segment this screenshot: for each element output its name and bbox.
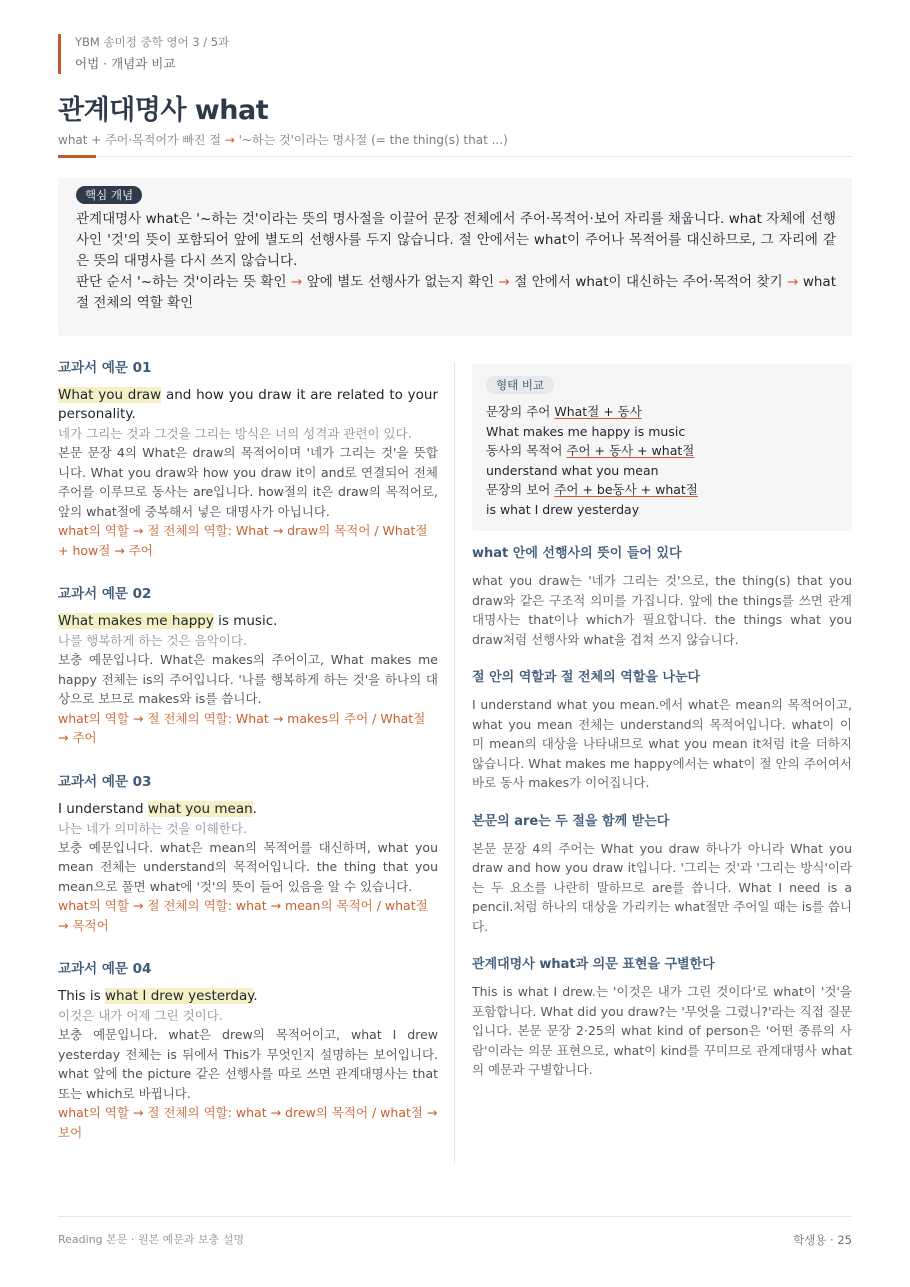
example-translation: 네가 그리는 것과 그것을 그리는 방식은 너의 성격과 관련이 있다. (58, 426, 412, 441)
sentence-post: is music. (213, 613, 278, 629)
title-divider (58, 156, 852, 157)
highlighted-clause: what you mean (147, 800, 253, 817)
arrow-icon: → (498, 274, 510, 290)
comparison-example: understand what you mean (486, 462, 659, 478)
page-title: 관계대명사 what (58, 95, 269, 126)
subtitle-part1: what + 주어·목적어가 빠진 절 (58, 133, 221, 147)
example-explanation: 보충 예문입니다. what은 drew의 목적어이고, what I drew yesterday 전체는 is 뒤에서 This가 무엇인지 설명하는 보어입니다. what 앞에 the picture 같은 선행사를 따로 쓰면 관계대명사는 that 또는 which로 바뀝니다. (58, 1027, 438, 1101)
core-concept-text (76, 209, 836, 314)
arrow-icon: → (290, 274, 303, 290)
arrow-icon: → (787, 274, 799, 290)
header-section: 어법 · 개념과 비교 (75, 56, 176, 71)
example-role: what의 역할 → 절 전체의 역할: What → makes의 주어 / What절 → 주어 (58, 710, 426, 745)
subtitle-part2: '~하는 것'이라는 명사절 (= the thing(s) that ...) (238, 133, 508, 147)
example-explanation: 보충 예문입니다. What은 makes의 주어이고, What makes me happy 전체는 is의 주어입니다. '나를 행복하게 하는 것'을 하나의 대상으로 보므로 makes와 is를 씁니다. (58, 652, 438, 706)
arrow-icon: → (224, 133, 235, 147)
header-book-info: YBM 송미정 중학 영어 3 / 5과 (75, 35, 230, 49)
example-translation: 나를 행복하게 하는 것은 음악이다. (58, 633, 247, 648)
example-role: what의 역할 → 절 전체의 역할: what → mean의 목적어 / what절 → 목적어 (58, 898, 428, 933)
highlighted-clause: what I drew yesterday (104, 988, 254, 1004)
example-heading: 교과서 예문 04 (58, 961, 152, 977)
explanation-column (472, 364, 852, 1080)
examples-column (58, 358, 438, 1166)
comparison-line (486, 441, 838, 461)
core-steps (76, 272, 836, 314)
page-number: 학생용 · 25 (793, 1233, 852, 1247)
form-comparison-tag: 형태 비교 (486, 376, 554, 394)
example-explanation: 본문 문장 4의 What은 draw의 목적어이며 '네가 그리는 것'을 뜻합니다. What you draw와 how you draw it이 and로 연결되어 전체 주어를 이루므로 동사는 are입니다. how절의 it은 draw의 목적어로, 앞의 what절에 중복해서 넣은 대명사가 아닙니다. (58, 445, 438, 519)
comparison-line (486, 480, 838, 500)
highlighted-clause: What makes me happy (58, 613, 214, 629)
core-step: 판단 순서 '~하는 것'이라는 뜻 확인 (76, 274, 287, 290)
example-sentence (58, 612, 438, 631)
section-body: This is what I drew.는 '이것은 내가 그린 것이다'로 what이 '것'을 포함합니다. What did you draw?는 '무엇을 그렸니?'라는 직접 질문입니다. 본문 문장 2·25의 what kind of person은 '어떤 종류의 사람'이라는 의문 표현으로, what이 kind를 꾸미므로 관계대명사 what의 예문과 구별합니다. (472, 984, 852, 1077)
section-heading: 본문의 are는 두 절을 함께 받는다 (472, 813, 670, 829)
example-heading: 교과서 예문 03 (58, 773, 152, 790)
explanation-section (472, 545, 852, 649)
core-step: 앞에 별도 선행사가 없는지 확인 (306, 274, 495, 290)
section-heading: what 안에 선행사의 뜻이 들어 있다 (472, 546, 682, 561)
example-sentence (58, 800, 438, 819)
comparison-formula: What절 + 동사 (554, 404, 642, 419)
example-role: what의 역할 → 절 전체의 역할: What → draw의 목적어 / What절 + how절 → 주어 (58, 523, 428, 558)
comparison-example: What makes me happy is music (486, 423, 686, 439)
example-sentence (58, 386, 438, 424)
sentence-pre: I understand (58, 800, 148, 817)
example-sentence (58, 987, 438, 1006)
section-body: 본문 문장 4의 주어는 What you draw 하나가 아니라 What you draw and how you draw it입니다. '그리는 것'과 '그리는 방식'이라는 두 요소를 나란히 말하므로 are를 씁니다. What I need is a pencil.처럼 하나의 대상을 가리키는 what절만 주어일 때는 is를 씁니다. (472, 840, 852, 934)
comparison-label: 문장의 보어 (486, 482, 555, 497)
column-divider (454, 362, 455, 1164)
sentence-pre: This is (58, 988, 105, 1004)
explanation-section (472, 813, 852, 937)
example-heading: 교과서 예문 01 (58, 360, 152, 376)
example-block (58, 584, 438, 748)
title-accent-bar (58, 155, 96, 158)
example-block (58, 959, 438, 1142)
core-step: what절 전체의 역할 확인 (76, 274, 836, 311)
example-block (58, 358, 438, 560)
example-translation: 나는 네가 의미하는 것을 이해한다. (58, 820, 247, 836)
section-body: what you draw는 '네가 그리는 것'으로, the thing(s) that you draw와 같은 구조적 의미를 가집니다. 앞에 the things를 쓰면 관계대명사는 that이나 which가 필요합니다. the things what you draw처럼 선행사와 what을 겹쳐 쓰지 않습니다. (472, 573, 852, 647)
footer-source: Reading 본문 · 원본 예문과 보충 설명 (58, 1233, 245, 1246)
section-heading: 관계대명사 what과 의문 표현을 구별한다 (472, 957, 715, 972)
footer-divider (58, 1216, 852, 1217)
sentence-post: . (252, 800, 257, 817)
core-concept-paragraph: 관계대명사 what은 '~하는 것'이라는 뜻의 명사절을 이끌어 문장 전체에서 주어·목적어·보어 자리를 채웁니다. what 자체에 선행사인 '것'의 뜻이 포함되어 앞에 별도의 선행사를 두지 않습니다. 절 안에서는 what이 주어나 목적어를 대신하므로, 그 자리에 같은 뜻의 대명사를 다시 쓰지 않습니다. (76, 211, 836, 269)
core-step: 절 안에서 what이 대신하는 주어·목적어 찾기 (514, 274, 783, 290)
comparison-formula: 주어 + be동사 + what절 (554, 482, 698, 497)
comparison-label: 문장의 주어 (486, 404, 555, 419)
page-subtitle (58, 131, 508, 148)
section-heading: 절 안의 역할과 절 전체의 역할을 나눈다 (472, 670, 701, 685)
explanation-section (472, 956, 852, 1080)
example-heading: 교과서 예문 02 (58, 586, 152, 602)
example-block (58, 772, 438, 936)
core-concept-box (58, 178, 852, 336)
form-comparison-box (472, 364, 852, 531)
comparison-formula: 주어 + 동사 + what절 (566, 443, 695, 458)
example-translation: 이것은 내가 어제 그린 것이다. (58, 1008, 223, 1023)
highlighted-clause: What you draw (58, 387, 162, 403)
page-header (58, 34, 229, 74)
explanation-section (472, 669, 852, 793)
section-body: I understand what you mean.에서 what은 mean의 목적어이고, what you mean 전체는 understand의 목적어입니다. what이 이미 mean의 대상을 나타내므로 what you mean it처럼 it을 더하지 않습니다. What makes me happy에서는 what이 절 안의 주어여서 바로 동사 makes가 이어집니다. (472, 697, 852, 790)
comparison-example: is what I drew yesterday (486, 501, 640, 517)
example-role: what의 역할 → 절 전체의 역할: what → drew의 목적어 / what절 → 보어 (58, 1105, 438, 1140)
sentence-post: and how you draw it are related to your personality. (58, 387, 438, 422)
comparison-line (486, 402, 838, 422)
sentence-post: . (253, 988, 258, 1004)
comparison-label: 동사의 목적어 (486, 443, 567, 458)
example-explanation: 보충 예문입니다. what은 mean의 목적어를 대신하며, what you mean 전체는 understand의 목적어입니다. the thing that you mean으로 풀면 what에 '것'의 뜻이 들어 있음을 알 수 있습니다. (58, 839, 438, 894)
core-concept-badge: 핵심 개념 (76, 186, 142, 204)
